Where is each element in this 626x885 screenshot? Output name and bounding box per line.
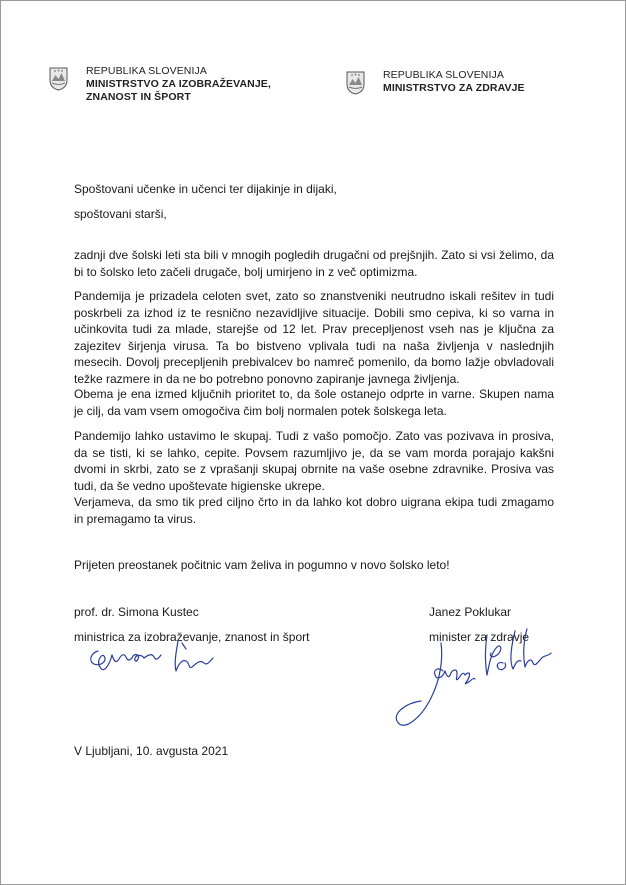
paragraph-1: zadnji dve šolski leti sta bili v mnogih pogledih drugačni od prejšnjih. Zato si vsi želimo, da bi to šolsko leto začeli drugače, bolj umirjeno in z več optimizma. (74, 248, 554, 279)
salutation-parents: spoštovani starši, (74, 207, 167, 221)
signature-left (86, 631, 236, 686)
paragraph-closing: Prijeten preostanek počitnic vam želiva in pogumno v novo šolsko leto! (74, 558, 450, 572)
paragraph-3: Obema je ena izmed ključnih prioritet to, da šole ostanejo odprte in varne. Skupen nama je cilj, da vam vsem omogočiva čim bolj normalen potek šolskega leta. (74, 387, 554, 418)
coat-of-arms-icon (346, 71, 365, 95)
signatory-left-name: prof. dr. Simona Kustec (74, 605, 199, 619)
signatory-right-title: minister za zdravje (429, 630, 530, 644)
paragraph-4: Pandemijo lahko ustavimo le skupaj. Tudi z vašo pomočjo. Zato vas pozivava in prosiva, da se tisti, ki se lahko, cepite. Povsem razumljivo je, da se vam morda porajajo kakšni dvomi in skrbi, zato se z vprašanji skupaj obrnite na vaše osebne zdravnike. Prosiva vas tudi, da še vedno upoštevate higienske ukrepe. (74, 429, 554, 493)
paragraph-2: Pandemija je prizadela celoten svet, zato so znanstveniki neutrudno iskali rešitev in tudi poskrbeli za izhod iz te resnično nezavidljive situacije. Dobili smo cepiva, ki so varna in učinkovita tudi za mlade, starejše od 12 let. Prav precepljenost vseh nas je ključna za zajezitev širjenja virusa. Ta bo bistveno vplivala tudi na naša življenja v naslednjih mesecih. Dovolj precepljenih prebivalcev bo namreč pomenilo, da bomo lažje obvladovali težke razmere in da ne bo potrebno ponovno zapiranje javnega življenja. (74, 289, 554, 386)
signatory-right-name: Janez Poklukar (429, 605, 512, 619)
header-left-republic: REPUBLIKA SLOVENIJA (86, 65, 207, 77)
place-date: V Ljubljani, 10. avgusta 2021 (74, 744, 229, 758)
paragraph-5: Verjameva, da smo tik pred ciljno črto in da lahko kot dobro uigrana ekipa tudi zmagamo in premagamo ta virus. (74, 495, 554, 526)
header-left-ministry: MINISTRSTVO ZA IZOBRAŽEVANJE, (86, 78, 271, 90)
header-right-republic: REPUBLIKA SLOVENIJA (383, 69, 504, 81)
signature-right (391, 623, 561, 738)
header-left-text (86, 65, 271, 104)
coat-of-arms-icon (49, 67, 68, 91)
header-left-ministry-2: ZNANOST IN ŠPORT (86, 91, 191, 103)
header-right-text (383, 69, 525, 95)
salutation-students: Spoštovani učenke in učenci ter dijakinje in dijaki, (74, 182, 337, 196)
header-right-ministry: MINISTRSTVO ZA ZDRAVJE (383, 82, 525, 94)
signatory-left-title: ministrica za izobraževanje, znanost in šport (74, 630, 310, 644)
